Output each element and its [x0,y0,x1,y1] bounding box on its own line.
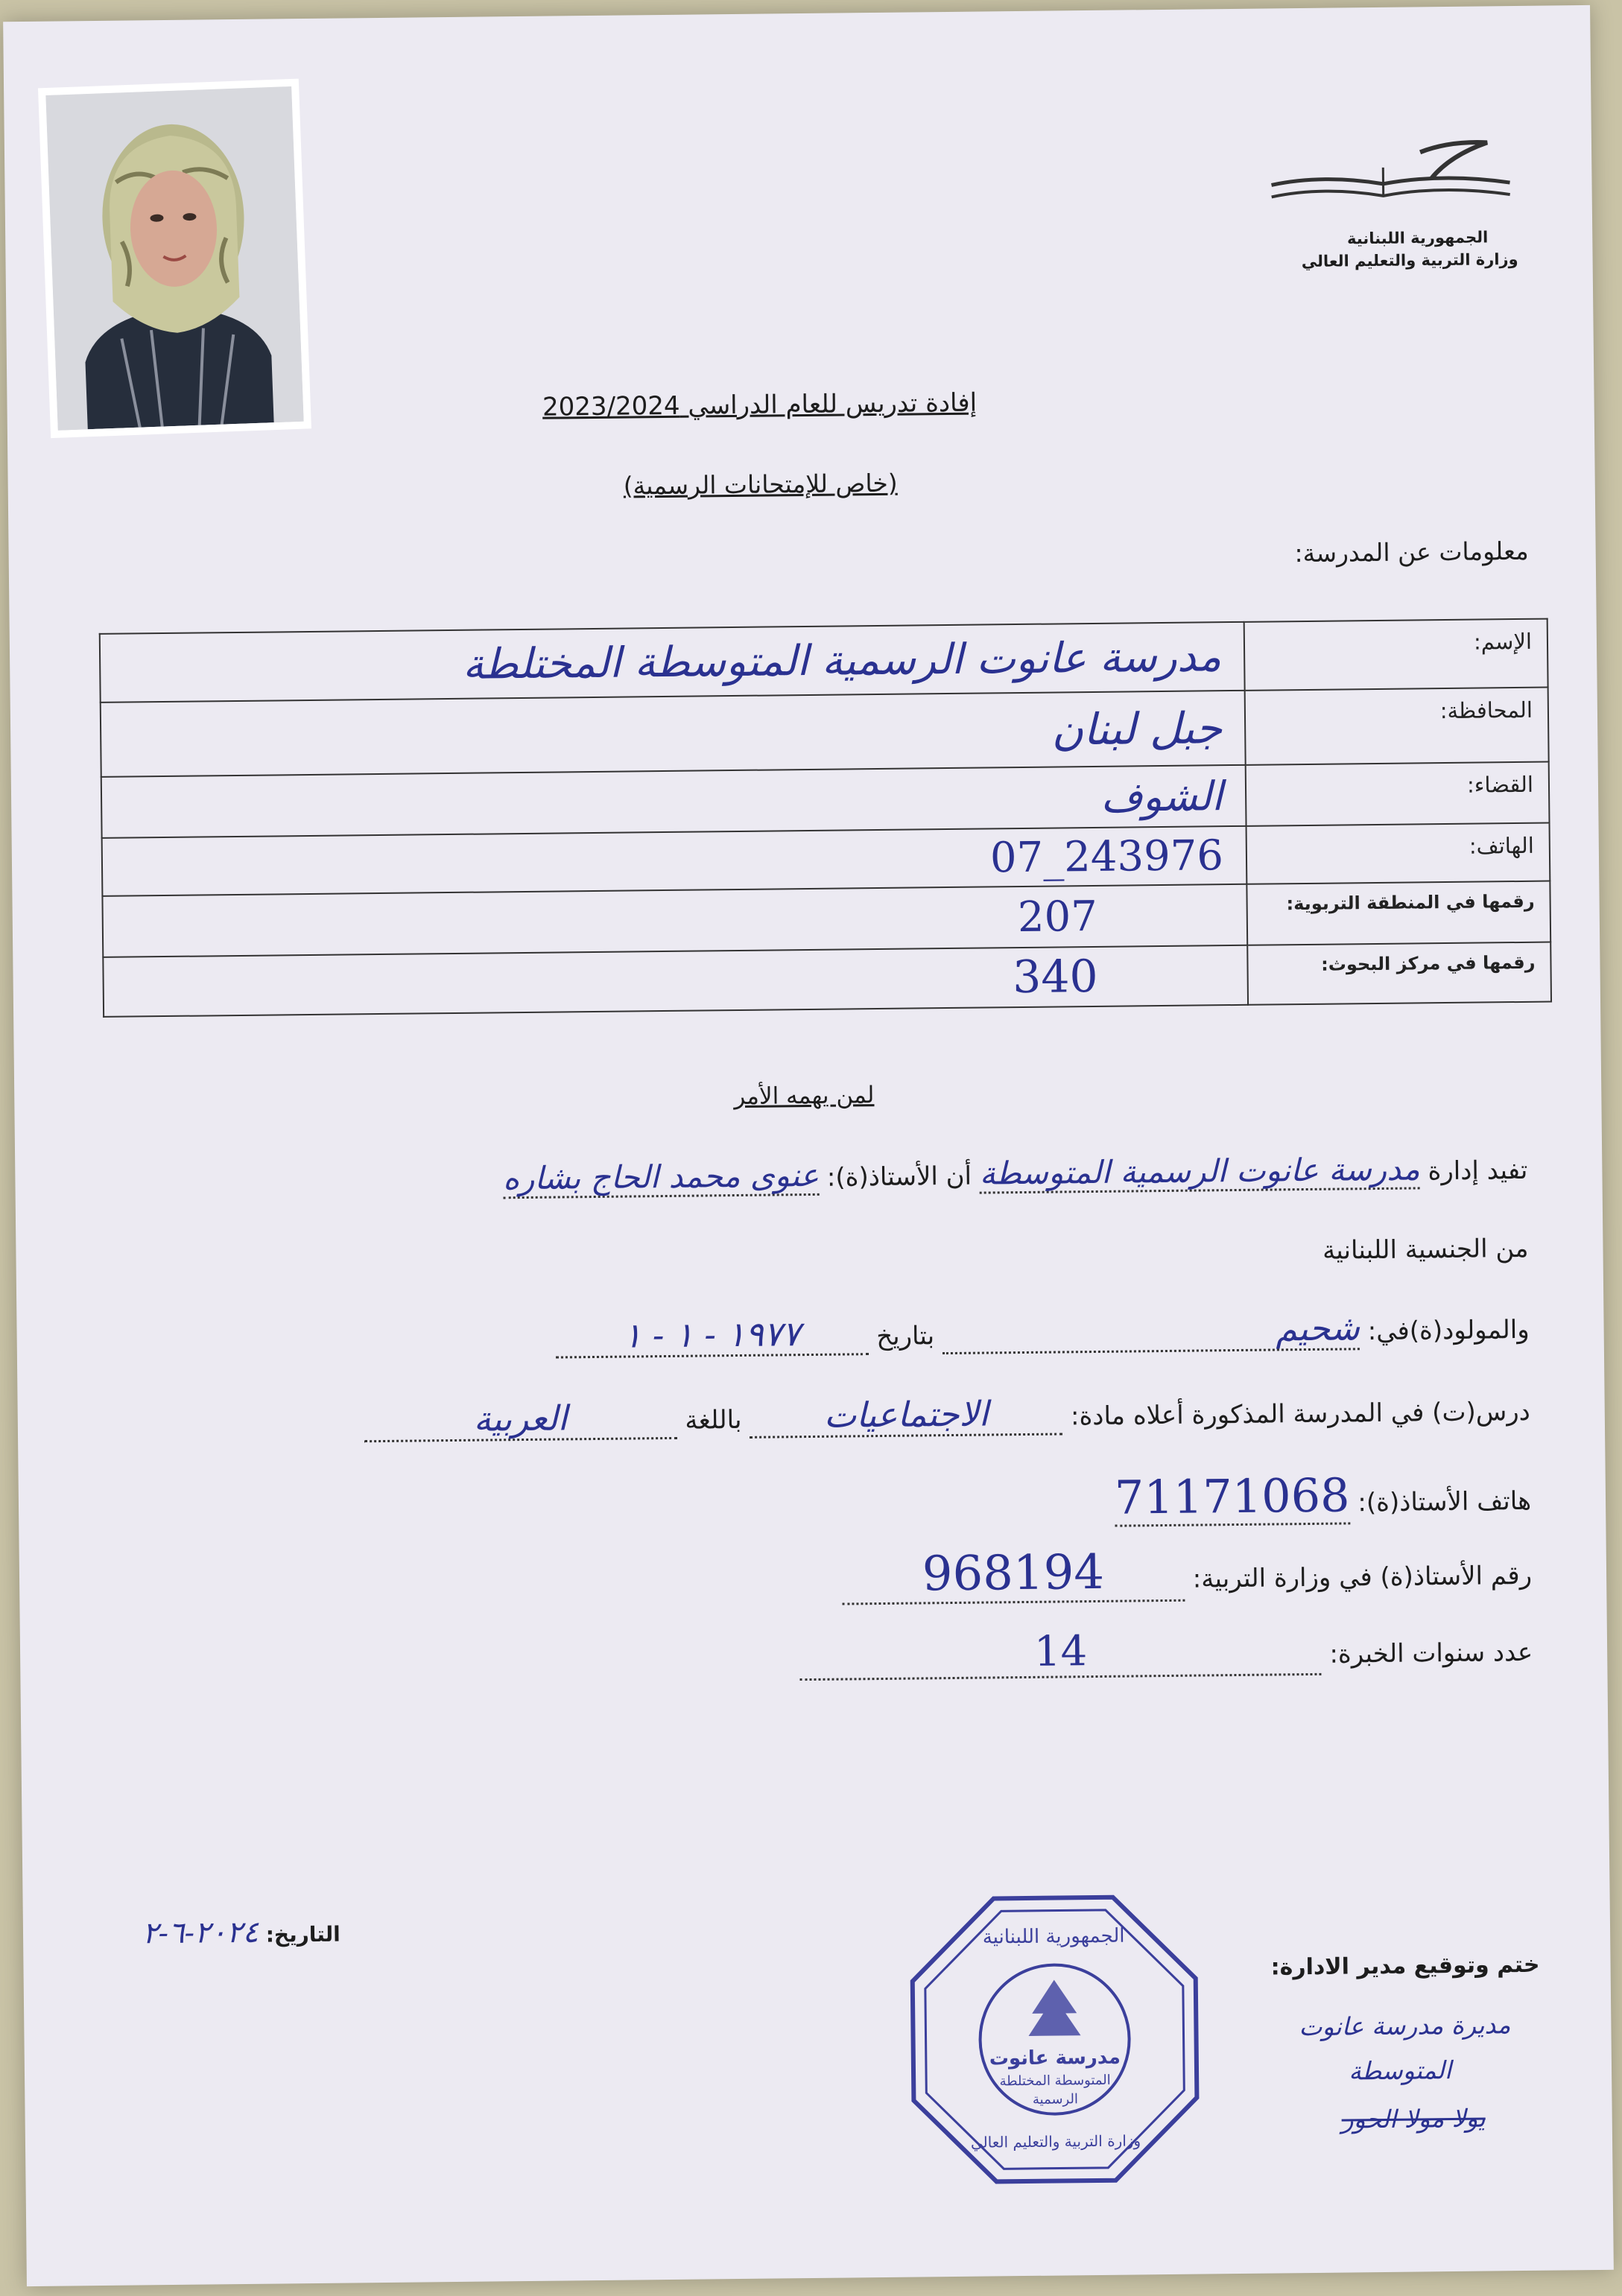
book-logo-icon [1264,136,1518,221]
table-cell-value [100,622,1245,703]
date-prefix: بتاريخ [876,1321,935,1352]
table-cell-label: القضاء: [1246,762,1550,826]
birth-date-hand: ١٩٧٧ - ١ - ١ [555,1313,869,1358]
republic-text: الجمهورية اللبنانية [1346,228,1489,248]
signature-line-1: مديرة مدرسة عانوت [1299,2010,1511,2042]
phone-prefix: هاتف الأستاذ(ة): [1358,1485,1532,1518]
school-info-table [99,618,1552,1018]
stamp-center-3: الرسمية [1032,2091,1079,2108]
school-phone-value: 07_243976 [989,831,1224,882]
table-cell-value [103,945,1248,1017]
school-name-value: مدرسة عانوت الرسمية المتوسطة المختلطة [462,632,1222,689]
signature-line-3: يولا مولا الحور [1341,2103,1486,2134]
language-prefix: باللغة [685,1404,742,1436]
subject-hand: الاجتماعيات [750,1392,1063,1438]
signature-label: ختم وتوقيع مدير الادارة: [1270,1951,1540,1981]
stamp-center-1: مدرسة عانوت [989,2046,1121,2070]
ministry-number-hand: 968194 [842,1544,1185,1605]
table-cell-label: المحافظة: [1245,688,1549,765]
teacher-phone-hand: 71171068 [1115,1468,1350,1526]
nationality-line: من الجنسية اللبنانية [1322,1233,1529,1266]
document-title: إفادة تدريس للعام الدراسي 2023/2024 [542,387,978,422]
region-number-value: 207 [1017,892,1098,942]
subject-line [152,1388,1530,1444]
table-cell-label: رقمها في المنطقة التربوية: [1246,881,1550,945]
stamp-bottom-text: وزارة التربية والتعليم العالي [970,2131,1141,2151]
table-cell-value [101,765,1246,838]
portrait-image [45,86,303,431]
table-cell-value [102,884,1247,957]
date-value-hand: ٢٠٢٤-٦-٢ [142,1915,259,1951]
signature-line-2: المتوسطة [1349,2055,1452,2086]
certify-line [224,1149,1527,1199]
document-subtitle: (خاص للإمتحانات الرسمية) [623,468,898,501]
table-cell-label: الهاتف: [1246,823,1550,884]
research-center-number-value: 340 [1012,950,1099,1004]
born-prefix: والمولود(ة)في: [1367,1314,1530,1347]
ministry-number-prefix: رقم الأستاذ(ة) في وزارة التربية: [1192,1560,1533,1594]
table-cell-label: رقمها في مركز البحوث: [1247,942,1551,1005]
school-info-heading: معلومات عن المدرسة: [1294,536,1529,568]
document-page [3,5,1614,2286]
certify-prefix: تفيد إدارة [1428,1155,1528,1187]
birth-line [262,1306,1530,1362]
experience-line [799,1623,1533,1681]
stamp-center-2: المتوسطة المختلطة [999,2072,1111,2090]
stamp-top-text: الجمهورية اللبنانية [982,1924,1125,1949]
birth-place-hand: شحيم [943,1307,1360,1354]
table-cell-value [101,691,1246,777]
date-label: التاريخ: [265,1921,340,1947]
governorate-value: جبل لبنان [1051,703,1223,755]
teacher-name-hand: عنوى محمد الحاج بشاره [503,1157,820,1199]
ministry-number-line [842,1541,1533,1605]
date-line [142,1915,340,1951]
phone-line [1115,1466,1532,1527]
district-value: الشوف [1100,772,1223,821]
language-hand: العربية [364,1397,677,1442]
school-name-hand: مدرسة عانوت الرسمية المتوسطة [980,1150,1420,1193]
ministry-text: وزارة التربية والتعليم العالي [1301,250,1518,271]
to-whom-heading: لمن يهمه الأمر [734,1082,875,1111]
experience-prefix: عدد سنوات الخبرة: [1329,1637,1533,1669]
ministry-logo [1264,136,1518,288]
experience-hand: 14 [799,1625,1322,1681]
official-stamp [908,1893,1202,2186]
table-cell-label: الإسم: [1244,619,1548,691]
teacher-photo [38,79,311,439]
taught-prefix: درس(ت) في المدرسة المذكورة أعلاه مادة: [1070,1396,1530,1432]
teacher-prefix: أن الأستاذ(ة): [826,1161,972,1193]
